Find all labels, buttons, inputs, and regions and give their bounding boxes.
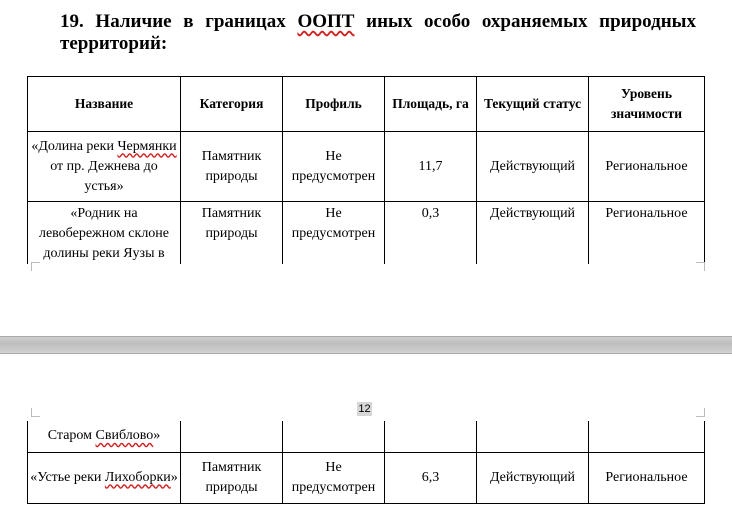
cell-profile: Не предусмотрен	[283, 202, 385, 265]
cell-category: Памятник природы	[181, 202, 283, 265]
cell-name	[28, 132, 181, 202]
cell-area: 11,7	[385, 132, 477, 202]
cell-category	[181, 421, 283, 452]
cell-profile: Не предусмотрен	[283, 132, 385, 202]
cell-name: «Родник на левобережном склоне долины реки Яузы в	[28, 202, 181, 265]
cell-area	[385, 421, 477, 452]
header-profile: Профиль	[283, 77, 385, 132]
header-area: Площадь, га	[385, 77, 477, 132]
protected-areas-table	[27, 76, 705, 264]
table-row	[28, 132, 705, 202]
cell-level: Региональное	[589, 132, 705, 202]
cell-area: 0,3	[385, 202, 477, 265]
cell-level	[589, 421, 705, 452]
name-text: «Устье реки	[30, 469, 105, 485]
heading-text-end: иных особо охраняемых природных территорий:	[60, 11, 696, 54]
name-spellcheck-word: Свиблово	[95, 428, 154, 444]
protected-areas-table-continued	[27, 421, 705, 504]
name-text-end: от пр. Дежнева до устья»	[50, 158, 158, 194]
cell-area: 6,3	[385, 452, 477, 503]
cell-category: Памятник природы	[181, 132, 283, 202]
page-number: 12	[358, 403, 371, 415]
name-text-end: »	[170, 469, 178, 485]
table-header-row	[28, 77, 705, 132]
cell-status	[477, 421, 589, 452]
heading-text-start: 19. Наличие в границах	[60, 11, 298, 32]
cell-status: Действующий	[477, 202, 589, 265]
name-spellcheck-word: Лихоборки	[104, 469, 171, 485]
cell-status: Действующий	[477, 132, 589, 202]
cell-level: Региональное	[589, 202, 705, 265]
cell-level: Региональное	[589, 452, 705, 503]
page-break-gap	[0, 336, 732, 354]
page-margin-mark	[31, 262, 40, 271]
cell-profile	[283, 421, 385, 452]
page-margin-mark	[696, 408, 705, 417]
cell-category: Памятник природы	[181, 452, 283, 503]
name-text: Старом	[47, 428, 96, 444]
page-margin-mark	[31, 408, 40, 417]
header-status: Текущий статус	[477, 77, 589, 132]
cell-profile: Не предусмотрен	[283, 452, 385, 503]
header-level: Уровень значимости	[589, 77, 705, 132]
name-text-end: »	[153, 428, 161, 444]
table-row	[28, 202, 705, 265]
cell-name	[28, 452, 181, 503]
name-text: «Долина реки	[31, 138, 118, 154]
header-name: Название	[28, 77, 181, 132]
header-category: Категория	[181, 77, 283, 132]
table-row-continued	[28, 421, 705, 452]
table-row	[28, 452, 705, 503]
section-heading	[60, 11, 696, 55]
heading-acronym: ООПТ	[297, 11, 355, 32]
cell-name	[28, 421, 181, 452]
name-spellcheck-word: Чермянки	[117, 138, 177, 154]
page-margin-mark	[696, 262, 705, 271]
cell-status: Действующий	[477, 452, 589, 503]
